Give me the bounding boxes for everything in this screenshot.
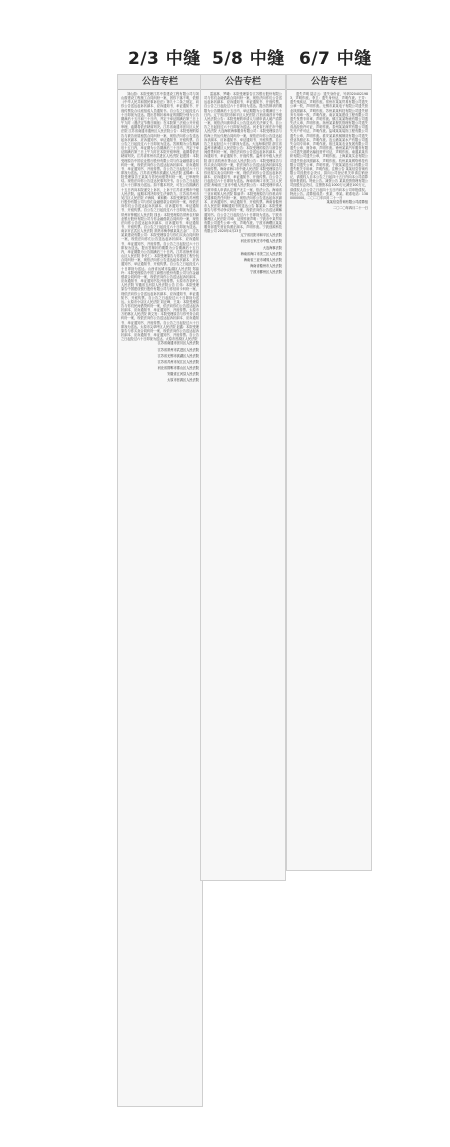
notice-signature: 海南省海口市美兰区人民法院 [240, 251, 282, 256]
column-title-5-8: 5/8 中缝 [212, 49, 285, 69]
column-body [118, 90, 202, 382]
column-header: 公告专栏 [287, 75, 371, 90]
notice-column-2-3 [117, 74, 203, 1107]
notice-signature: 辽宁省沈阳市和平区人民法院 [240, 233, 282, 238]
notice-signature: 江苏省苏州市吴江区人民法院 [157, 359, 199, 364]
notice-signature: 江苏省南通市崇川区人民法院 [157, 341, 199, 346]
notice-signature: 安徽省五河县人民法院 [167, 372, 199, 377]
column-body [201, 90, 285, 274]
notice-signature: 某某信息咨询有限公司清算组 [326, 200, 368, 205]
notice-signature: 二〇二〇年四月二十一日 [332, 206, 368, 211]
column-title-6-7: 6/7 中缝 [299, 49, 372, 69]
notice-text: 刘山蔚：本院受理江苏中泰建设工程有限公司与刘山蔚建设工程施工合同纠纷一案，因你下落不明，依照《中华人民共和国民事诉讼法》第九十二条之规定，向你公告送达起诉状副本、应诉通知书、举证通知书、开庭传票及合议庭组成人员通知书。自公告之日起经过六十日即视为送达。提出答辩状和举证的期限分别为公告期满后十五日和三十日内，并定于举证期满后第三日上午九时（遇法定节假日顺延）在本院第三法庭公开开庭审理，逾期将依法缺席判决。江苏省南通市崇川区人民法院 江苏省南通市通州区人民法院公告：本院受理的原告与被告房屋租赁合同纠纷一案，现依法向你公告送达起诉状副本、应诉通知书、举证通知书、开庭传票。自公告之日起经过六十日即视为送达。答辩期为公告期满后十五日内，举证期为公告期满后三十日内，并定于举证期满后第三日上午九时在本院开庭审理，逾期将依法缺席判决。江苏省常州市武进区人民法院 赵建国：本院受理原告中国农业银行股份有限公司与你金融借款合同纠纷一案，现依法向你公告送达起诉状副本、应诉通知书、举证通知书、开庭传票。自公告之日起经过六十日即视为送达。江苏省无锡市滨湖区人民法院 孟锦峰：本院受理原告王某某与你民间借贷纠纷一案，已审理终结。现依法向你公告送达民事判决书。自公告之日起经过六十日即视为送达。如不服本判决，可在公告期满后十五日内向本院递交上诉状，上诉于江苏省无锡市中级人民法院。逾期本判决即发生法律效力。江苏省苏州市吴江区人民法院 卢海林、黄和勤：本院受理原告苏州银行股份有限公司与你们金融借款合同纠纷一案，现依法向你们公告送达起诉状副本、应诉通知书、举证通知书、开庭传票。自公告之日起经过六十日即视为送达。常州市钟楼区人民法院 钱良：本院受理原告常州农村商业银行股份有限公司与你金融借款合同纠纷一案，现依法向你公告送达起诉状副本、应诉通知书、举证通知书、开庭传票。自公告之日起经过六十日即视为送达。南京市玄武区人民法院 常熟市梅李镇某某五金厂、江苏某某建设有限公司：本院受理原告与你们买卖合同纠纷一案，现依法向你们公告送达起诉状副本、应诉通知书、举证通知书、开庭传票。自公告之日起经过六十日即视为送达。提出答辩状的期限为公告期满后十五日内，举证期限为公告期满后三十日内。江苏省徐州市泉山区人民法院 李长仁：本院受理原告与你建设工程分包合同纠纷一案，现依法向你公告送达起诉状副本、应诉通知书、举证通知书、开庭传票。自公告之日起经过六十日即视为送达。山西省运城市盐湖区人民法院 郑晶玲：本院受理原告中国工商银行股份有限公司与你金融借款合同纠纷一案，现依法向你公告送达起诉状副本、应诉通知书、举证通知书及开庭传票。太原市杏花岭区人民法院 安徽省五河县人民法院公告 江伟：本院受理原告中国建设银行股份有限公司与你信用卡纠纷一案，现依法向你公告送达起诉状副本、应诉通知书、举证通知书、开庭传票。自公告之日起经过六十日即视为送达。太原市小店区人民法院 刘正峰、王某：本院受理原告与你们民间借贷纠纷一案，依法向你们公告送达起诉状副本、应诉通知书、举证通知书、开庭传票。太原市万柏林区人民法院 黄文发：本院受理原告与你劳务合同纠纷一案，现依法向你公告送达起诉状副本、应诉通知书、举证通知书、开庭传票。自公告之日起经过六十日即视为送达。太原市尖草坪区人民法院 赵鑫：本院受理原告与你买卖合同纠纷一案，现依法向你公告送达起诉状副本、应诉通知书、举证通知书、开庭传票。自公告之日起经过六十日即视为送达。太原市晋源区人民法院 [121, 92, 199, 342]
notice-signature: 江苏省无锡市滨湖区人民法院 [157, 353, 199, 358]
notice-signature: 太原市晋源区人民法院 [167, 378, 199, 383]
column-body [287, 90, 371, 210]
notice-column-6-7 [286, 74, 372, 871]
notice-signature: 江苏省常州市武进区人民法院 [157, 347, 199, 352]
notice-signature: 海南省三亚市城郊人民法院 [243, 257, 282, 262]
column-header: 公告专栏 [118, 75, 202, 90]
column-title-2-3: 2/3 中缝 [128, 49, 201, 69]
notice-signature: 海南省儋州市人民法院 [250, 264, 282, 269]
notice-signature: 大连海事法院 [262, 245, 282, 250]
notice-signature: 宁波市鄞州区人民法院 [250, 270, 282, 275]
notice-column-5-8 [200, 74, 286, 881]
notice-text: 雷福林、罗曦：本院受理原告江苏银行股份有限公司与你们金融借款合同纠纷一案，现依法向你们公告送达起诉状副本、应诉通知书、举证通知书、开庭传票。自公告之日起经过六十日即视为送达。提出答辩状的期限为公告期满后十五日内，举证期限为公告期满后三十日内。辽宁省沈阳市和平区人民法院 江西省南昌市中级人民法院公告：本院受理的申请人与被申请人破产清算一案，现依法向被申请人公告送达有关法律文书。自公告之日起经过六十日即视为送达。河北省石家庄市中级人民法院 大连海联海事服务有限公司：本院受理原告与你海上货运代理合同纠纷一案，现依法向你公告送达起诉状副本、应诉通知书、举证通知书、开庭传票。自公告之日起经过六十日即视为送达。大连海事法院 浙江省温州市鹿城区人民法院公告：本院受理的原告与被告民间借贷纠纷一案，现依法向你公告送达起诉状副本、应诉通知书、举证通知书、开庭传票。温州市中级人民法院 浙江省杭州市萧山区人民法院公告：本院受理原告与你买卖合同纠纷一案，依法向你公告送达起诉状副本及开庭传票。海南省海口市中级人民法院 本院受理原告与你房屋买卖合同纠纷一案，现依法向你公告送达起诉状副本、应诉通知书、举证通知书、开庭传票。自公告之日起经过六十日即视为送达。海南省海口市美兰区人民法院 海南省三亚市中级人民法院公告：本院受理申请人与被申请人申请认定财产无主一案，依法公告。海南省三亚市城郊人民法院 陈丽华：本院受理原告与你机动车交通事故责任纠纷一案，现依法向你公告送达起诉状副本、应诉通知书、举证通知书、开庭传票。海南省儋州市人民法院 调解通知书的送达公告 陈某某：本院受理原告与你劳动争议纠纷一案，现依法向你公告送达调解通知书。自公告之日起经过六十日即视为送达。宁波市鄞州区人民法院 印章、证照作废声明：宁波市中某贸易有限公司遗失公章一枚，声明作废。宁波市海曙区某某服务部遗失营业执照正副本，声明作废。宁波创源科技有限公司 2020年4月23日 [204, 92, 282, 234]
column-header: 公告专栏 [201, 75, 285, 90]
notice-signature: 河北省邯郸市邯山区人民法院 [157, 366, 199, 370]
notice-text: 遗失声明 陆吉云：遗失身份证，号码3204021983，声明作废。李卫：遗失身份证，声明作废。王芳：遗失残疾证，声明作废。常州市某某贸易有限公司遗失公章一枚，声明作废。无锡市某某电子有限公司遗失营业执照副本，声明作废。苏州某某科技有限公司遗失财务专用章一枚，声明作废。南京某某建设工程有限公司遗失发票专用章，声明作废。镇江某某物流有限公司遗失法人章，声明作废。扬州某某餐饮管理有限公司遗失食品经营许可证，声明作废。泰州某某商贸有限公司遗失开户许可证，声明作废。盐城某某装饰工程有限公司遗失公章，声明作废。淮安某某机械制造有限公司遗失营业执照正本，声明作废。连云港某某水产有限公司遗失合同专用章，声明作废。宿迁某某农业发展有限公司遗失公章、财务章，声明作废。徐州某某汽车服务有限公司遗失道路运输经营许可证，声明作废。南通某某纺织有限公司遗失公章，声明作废。上海某某实业有限公司遗失营业执照副本，声明作废。杭州某某网络科技有限公司遗失公章，声明作废。宁波某某进出口有限公司遗失报关专用章，声明作废。注销公告 某某信息咨询有限公司经股东会决议，拟向公司登记机关申请注销登记，请债权人自本公告之日起四十五日内向本公司清算组申报债权。特此公告。减资公告 某某投资管理有限公司经股东会决议，注册资本由1000万元减至100万元，请债权人自公告之日起四十五日内向本公司申报债权。特此公告。清算组成员：张某、李某。联系电话：1380000000。二〇二〇年四月二十一日 [290, 92, 368, 200]
notice-signature: 河北省石家庄市中级人民法院 [240, 239, 282, 244]
